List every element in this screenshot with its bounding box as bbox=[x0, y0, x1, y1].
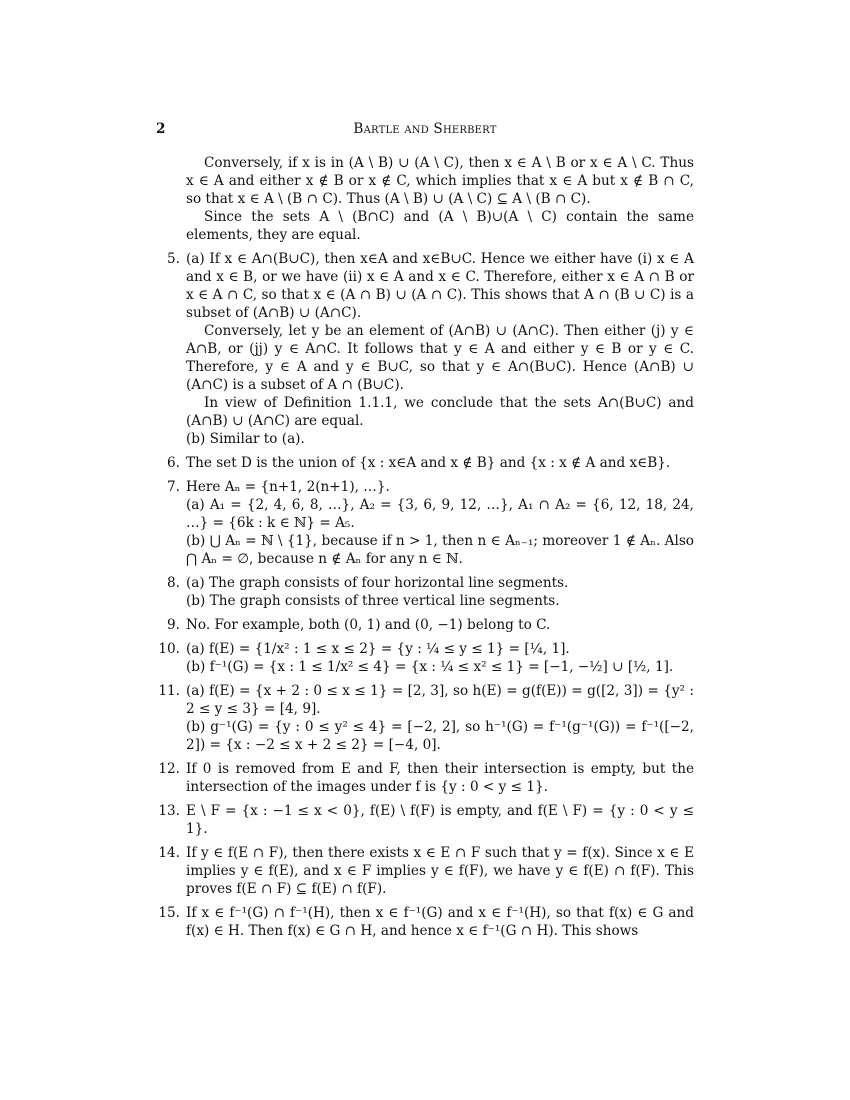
item-paragraph: E \ F = {x : −1 ≤ x < 0}, f(E) \ f(F) is empty, and f(E \ F) = {y : 0 < y ≤ 1}. bbox=[186, 803, 694, 837]
solution-item-8 bbox=[167, 574, 694, 610]
running-head: Bartle and Sherbert bbox=[353, 121, 497, 137]
intro-block bbox=[186, 154, 694, 244]
solution-item-12 bbox=[158, 760, 694, 796]
item-number: 10. bbox=[158, 641, 180, 657]
item-paragraph: The set D is the union of {x : x∈A and x ∉ B} and {x : x ∉ A and x∈B}. bbox=[186, 455, 671, 471]
item-number: 14. bbox=[158, 845, 180, 861]
item-number: 8. bbox=[167, 575, 180, 591]
item-number: 12. bbox=[158, 761, 180, 777]
solution-item-5 bbox=[167, 250, 694, 448]
item-paragraph: (a) The graph consists of four horizontal line segments. bbox=[186, 575, 569, 591]
solution-item-13 bbox=[158, 802, 694, 838]
solution-item-9 bbox=[167, 616, 694, 634]
item-number: 7. bbox=[167, 479, 180, 495]
item-number: 6. bbox=[167, 455, 180, 471]
item-paragraph: If 0 is removed from E and F, then their intersection is empty, but the intersection of the images under f is {y : 0 < y ≤ 1}. bbox=[186, 761, 694, 795]
solution-item-11 bbox=[158, 682, 694, 754]
solution-item-7 bbox=[167, 478, 694, 568]
item-paragraph: (a) f(E) = {1/x² : 1 ≤ x ≤ 2} = {y : ¼ ≤ y ≤ 1} = [¼, 1]. bbox=[186, 641, 570, 657]
item-paragraph: No. For example, both (0, 1) and (0, −1) belong to C. bbox=[186, 617, 551, 633]
item-paragraph: (b) ⋃ Aₙ = ℕ \ {1}, because if n > 1, then n ∈ Aₙ₋₁; moreover 1 ∉ Aₙ. Also ⋂ Aₙ = ∅, because n ∉ Aₙ for any n ∈ ℕ. bbox=[186, 533, 694, 567]
item-paragraph: If y ∈ f(E ∩ F), then there exists x ∈ E ∩ F such that y = f(x). Since x ∈ E implies y ∈ f(E), and x ∈ F implies y ∈ f(F), we have y ∈ f(E) ∩ f(F). This proves f(E ∩ F) ⊆ f(E) ∩ f(F). bbox=[186, 845, 694, 897]
solution-item-10 bbox=[158, 640, 694, 676]
item-number: 11. bbox=[158, 683, 180, 699]
item-paragraph: (b) f⁻¹(G) = {x : 1 ≤ 1/x² ≤ 4} = {x : ¼ ≤ x² ≤ 1} = [−1, −½] ∪ [½, 1]. bbox=[186, 659, 674, 675]
item-number: 15. bbox=[158, 905, 180, 921]
item-paragraph: (b) g⁻¹(G) = {y : 0 ≤ y² ≤ 4} = [−2, 2], so h⁻¹(G) = f⁻¹(g⁻¹(G)) = f⁻¹([−2, 2]) = {x : −2 ≤ x + 2 ≤ 2} = [−4, 0]. bbox=[186, 719, 694, 753]
item-number: 13. bbox=[158, 803, 180, 819]
intro-paragraph: Since the sets A \ (B∩C) and (A \ B)∪(A \ C) contain the same elements, they are equal. bbox=[186, 209, 694, 243]
item-number: 5. bbox=[167, 251, 180, 267]
item-paragraph: (b) The graph consists of three vertical line segments. bbox=[186, 593, 560, 609]
item-number: 9. bbox=[167, 617, 180, 633]
item-paragraph: Conversely, let y be an element of (A∩B) ∪ (A∩C). Then either (j) y ∈ A∩B, or (jj) y ∈ A∩C. It follows that y ∈ A and either y ∈ B or y ∈ C. Therefore, y ∈ A and y ∈ B∪C, so that y ∈ A∩(B∪C). Hence (A∩B) ∪ (A∩C) is a subset of A ∩ (B∪C). bbox=[186, 323, 694, 393]
item-paragraph: If x ∈ f⁻¹(G) ∩ f⁻¹(H), then x ∈ f⁻¹(G) and x ∈ f⁻¹(H), so that f(x) ∈ G and f(x) ∈ H. Then f(x) ∈ G ∩ H, and hence x ∈ f⁻¹(G ∩ H). This shows bbox=[186, 905, 694, 939]
page-header bbox=[156, 120, 694, 140]
page-number: 2 bbox=[156, 121, 166, 137]
item-paragraph: In view of Definition 1.1.1, we conclude that the sets A∩(B∪C) and (A∩B) ∪ (A∩C) are equal. bbox=[186, 395, 694, 429]
intro-paragraph: Conversely, if x is in (A \ B) ∪ (A \ C), then x ∈ A \ B or x ∈ A \ C. Thus x ∈ A and either x ∉ B or x ∉ C, which implies that x ∈ A but x ∉ B ∩ C, so that x ∈ A \ (B ∩ C). Thus (A \ B) ∪ (A \ C) ⊆ A \ (B ∩ C). bbox=[186, 155, 694, 207]
solution-item-6 bbox=[167, 454, 694, 472]
solution-item-15 bbox=[158, 904, 694, 940]
item-paragraph: (b) Similar to (a). bbox=[186, 431, 305, 447]
item-paragraph: (a) If x ∈ A∩(B∪C), then x∈A and x∈B∪C. Hence we either have (i) x ∈ A and x ∈ B, or we have (ii) x ∈ A and x ∈ C. Therefore, either x ∈ A ∩ B or x ∈ A ∩ C, so that x ∈ (A ∩ B) ∪ (A ∩ C). This shows that A ∩ (B ∪ C) is a subset of (A∩B) ∪ (A∩C). bbox=[186, 251, 694, 321]
item-paragraph: Here Aₙ = {n+1, 2(n+1), …}. bbox=[186, 479, 390, 495]
item-paragraph: (a) A₁ = {2, 4, 6, 8, …}, A₂ = {3, 6, 9, 12, …}, A₁ ∩ A₂ = {6, 12, 18, 24, …} = {6k : k ∈ ℕ} = A₅. bbox=[186, 497, 694, 531]
item-paragraph: (a) f(E) = {x + 2 : 0 ≤ x ≤ 1} = [2, 3], so h(E) = g(f(E)) = g([2, 3]) = {y² : 2 ≤ y ≤ 3} = [4, 9]. bbox=[186, 683, 694, 717]
solution-item-14 bbox=[158, 844, 694, 898]
solutions-content bbox=[158, 154, 694, 940]
